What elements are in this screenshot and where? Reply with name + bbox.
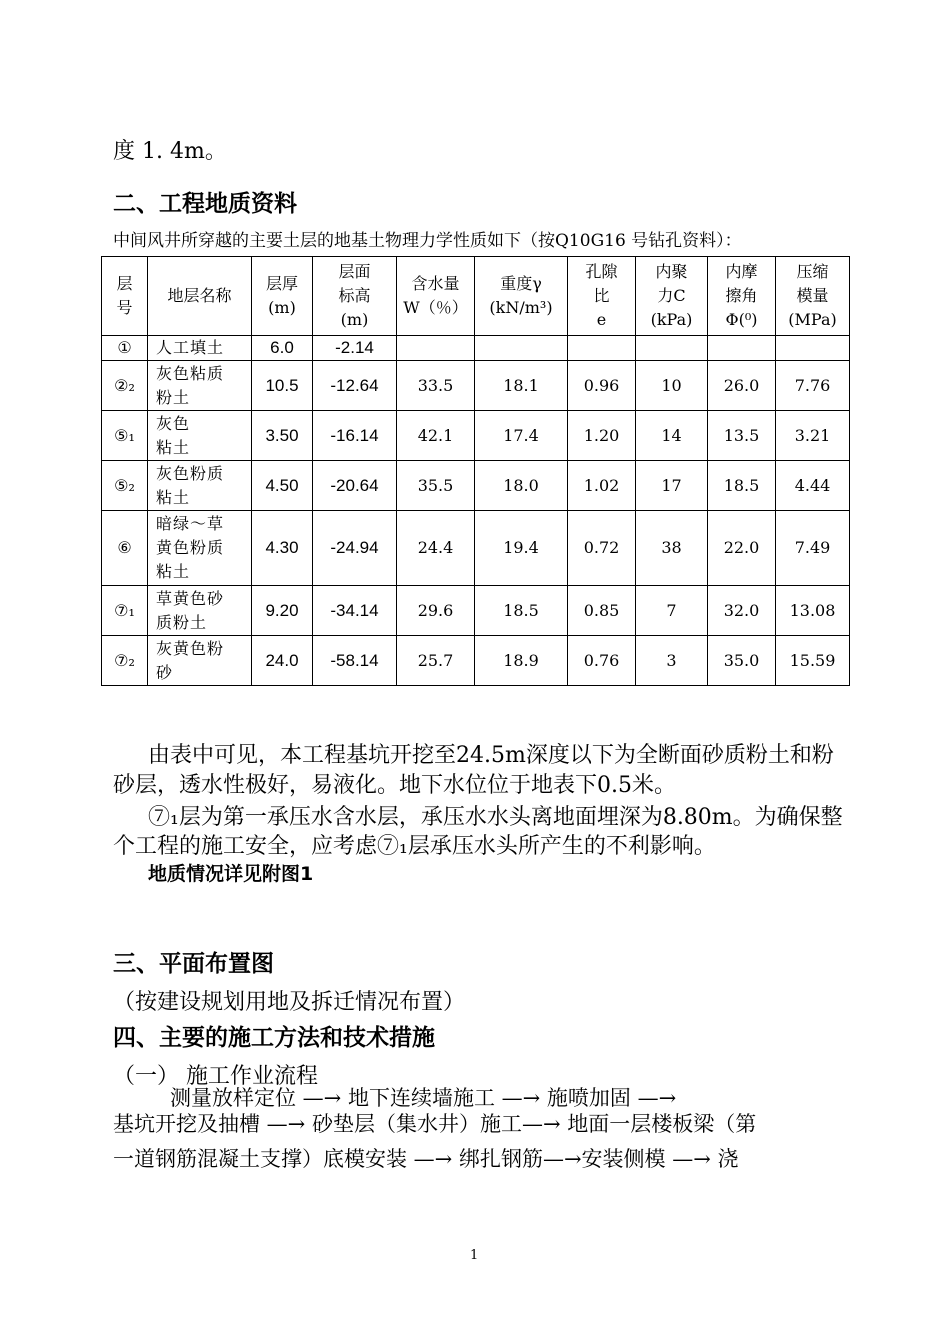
- table-row: [102, 461, 850, 511]
- modulus-cell: 7.76: [776, 361, 850, 411]
- elevation-cell: -34.14: [313, 586, 397, 636]
- elevation-cell: -20.64: [313, 461, 397, 511]
- modulus-cell: 15.59: [776, 636, 850, 686]
- cohesion-cell: 38: [636, 511, 708, 586]
- layer-id: ⑤₂: [102, 461, 148, 511]
- void-cell: 0.96: [568, 361, 636, 411]
- modulus-cell: [776, 336, 850, 361]
- elevation-cell: -16.14: [313, 411, 397, 461]
- friction-cell: 35.0: [708, 636, 776, 686]
- modulus-cell: 3.21: [776, 411, 850, 461]
- density-cell: 18.9: [475, 636, 568, 686]
- analysis-paragraph-line-2: 砂层，透水性极好，易液化。地下水位位于地表下0.5米。: [113, 773, 676, 798]
- friction-cell: 13.5: [708, 411, 776, 461]
- thickness-cell: 10.5: [252, 361, 313, 411]
- analysis-paragraph-line-1: 由表中可见，本工程基坑开挖至24.5m深度以下为全断面砂质粉土和粉: [148, 743, 834, 768]
- section-3-subtitle: （按建设规划用地及拆迁情况布置）: [113, 990, 466, 1015]
- layer-id: ⑦₁: [102, 586, 148, 636]
- layer-name: 灰色 粘土: [148, 411, 252, 461]
- cohesion-cell: 7: [636, 586, 708, 636]
- thickness-cell: 9.20: [252, 586, 313, 636]
- table-row: [102, 586, 850, 636]
- header-layer-no: 层 号: [102, 257, 148, 336]
- layer-name: 灰色粉质 粘土: [148, 461, 252, 511]
- water-cell: 24.4: [397, 511, 475, 586]
- header-compression-modulus: 压缩 模量 (MPa): [776, 257, 850, 336]
- density-cell: 19.4: [475, 511, 568, 586]
- table-row: [102, 511, 850, 586]
- layer-id: ①: [102, 336, 148, 361]
- header-void-ratio: 孔隙 比 e: [568, 257, 636, 336]
- header-water-content: 含水量 W（％）: [397, 257, 475, 336]
- density-cell: [475, 336, 568, 361]
- aquifer-paragraph-line-2: 个工程的施工安全，应考虑⑦₁层承压水头所产生的不利影响。: [113, 834, 716, 859]
- modulus-cell: 4.44: [776, 461, 850, 511]
- density-cell: 18.1: [475, 361, 568, 411]
- layer-name: 灰色粘质 粉土: [148, 361, 252, 411]
- layer-id: ⑦₂: [102, 636, 148, 686]
- header-cohesion: 内聚 力C (kPa): [636, 257, 708, 336]
- cohesion-cell: 3: [636, 636, 708, 686]
- header-friction-angle: 内摩 擦角 Φ(⁰): [708, 257, 776, 336]
- cohesion-cell: 17: [636, 461, 708, 511]
- layer-name: 草黄色砂 质粉土: [148, 586, 252, 636]
- soil-properties-table: [101, 256, 850, 686]
- friction-cell: 26.0: [708, 361, 776, 411]
- cohesion-cell: [636, 336, 708, 361]
- void-cell: 0.76: [568, 636, 636, 686]
- section-4-subtitle: （一） 施工作业流程: [113, 1064, 318, 1089]
- header-thickness: 层厚 (m): [252, 257, 313, 336]
- friction-cell: 32.0: [708, 586, 776, 636]
- elevation-cell: -12.64: [313, 361, 397, 411]
- void-cell: [568, 336, 636, 361]
- section-2-title: 二、工程地质资料: [113, 191, 297, 217]
- void-cell: 0.72: [568, 511, 636, 586]
- thickness-cell: 6.0: [252, 336, 313, 361]
- friction-cell: 22.0: [708, 511, 776, 586]
- water-cell: 35.5: [397, 461, 475, 511]
- header-unit-weight: 重度γ (kN/m³): [475, 257, 568, 336]
- water-cell: 42.1: [397, 411, 475, 461]
- void-cell: 1.20: [568, 411, 636, 461]
- layer-id: ②₂: [102, 361, 148, 411]
- void-cell: 1.02: [568, 461, 636, 511]
- water-cell: 25.7: [397, 636, 475, 686]
- layer-id: ⑤₁: [102, 411, 148, 461]
- water-cell: [397, 336, 475, 361]
- section-4-title: 四、主要的施工方法和技术措施: [113, 1025, 435, 1051]
- density-cell: 17.4: [475, 411, 568, 461]
- elevation-cell: -2.14: [313, 336, 397, 361]
- cohesion-cell: 10: [636, 361, 708, 411]
- cohesion-cell: 14: [636, 411, 708, 461]
- layer-name: 灰黄色粉 砂: [148, 636, 252, 686]
- table-header-row: [102, 257, 850, 336]
- section-3-title: 三、平面布置图: [113, 951, 274, 977]
- thickness-cell: 4.30: [252, 511, 313, 586]
- continued-text: 度 1. 4m。: [113, 139, 227, 164]
- thickness-cell: 3.50: [252, 411, 313, 461]
- water-cell: 29.6: [397, 586, 475, 636]
- section-2-intro: 中间风井所穿越的主要土层的地基土物理力学性质如下（按Q10G16 号钻孔资料）：: [113, 231, 742, 251]
- table-row: [102, 361, 850, 411]
- workflow-line-1: 测量放样定位 —→ 地下连续墙施工 —→ 施喷加固 —→: [170, 1086, 677, 1110]
- elevation-cell: -24.94: [313, 511, 397, 586]
- modulus-cell: 7.49: [776, 511, 850, 586]
- workflow-line-2: 基坑开挖及抽槽 —→ 砂垫层（集水井）施工—→ 地面一层楼板梁（第: [113, 1112, 757, 1136]
- thickness-cell: 24.0: [252, 636, 313, 686]
- elevation-cell: -58.14: [313, 636, 397, 686]
- friction-cell: 18.5: [708, 461, 776, 511]
- thickness-cell: 4.50: [252, 461, 313, 511]
- layer-id: ⑥: [102, 511, 148, 586]
- table-row: [102, 411, 850, 461]
- geology-note: 地质情况详见附图1: [148, 863, 314, 885]
- table-row: [102, 336, 850, 361]
- table-row: [102, 636, 850, 686]
- density-cell: 18.0: [475, 461, 568, 511]
- workflow-line-3: 一道钢筋混凝土支撑）底模安装 —→ 绑扎钢筋—→安装侧模 —→ 浇: [113, 1147, 739, 1171]
- modulus-cell: 13.08: [776, 586, 850, 636]
- header-layer-name: 地层名称: [148, 257, 252, 336]
- void-cell: 0.85: [568, 586, 636, 636]
- friction-cell: [708, 336, 776, 361]
- density-cell: 18.5: [475, 586, 568, 636]
- layer-name: 人工填土: [148, 336, 252, 361]
- layer-name: 暗绿～草 黄色粉质 粘土: [148, 511, 252, 586]
- header-elevation: 层面 标高 (m): [313, 257, 397, 336]
- page-number: 1: [470, 1248, 479, 1263]
- water-cell: 33.5: [397, 361, 475, 411]
- aquifer-paragraph-line-1: ⑦₁层为第一承压水含水层，承压水水头离地面埋深为8.80m。为确保整: [148, 805, 843, 830]
